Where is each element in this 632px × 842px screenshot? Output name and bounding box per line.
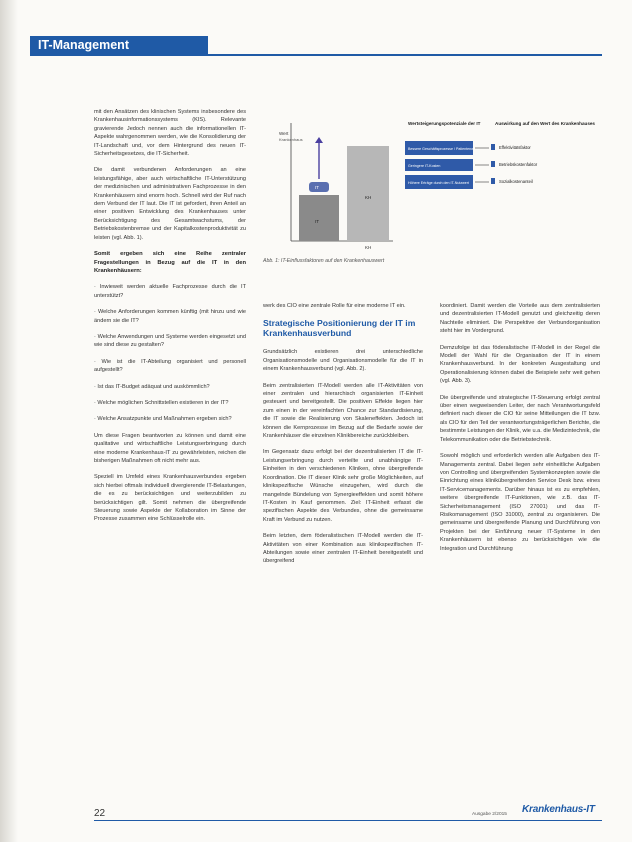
list-item: · Inwieweit werden aktuelle Fachprozesse durch die IT unterstützt?: [94, 284, 246, 299]
paragraph: Die damit verbundenen Anforderungen an eine leistungsfähige, aber auch wirtschaftliche IT-Unterstützung der medizinischen und administrativen Fachprozesse in den Krankenhäusern sind enorm hoch. Schnell wird der Ruf nach dem Verbund der IT laut. Die IT ist gefordert, ihren Anteil an einer positiven Entwicklung des Krankenhauses unter Berücksichtigung des Gesamtwachstums, der Betriebskostenbremse und der Kapitalkostenproduktivität zu leisten (vgl. Abb. 1).: [94, 167, 246, 241]
paragraph: Im Gegensatz dazu erfolgt bei der dezentralisierten IT die IT-Leistungserbringung durch verteilte und unabhängige IT-Einheiten in den verschiedenen Kliniken, ohne übergreifende Koordination. Die IT dieser Klinik sehr große Möglichkeiten, auf klinikspezifische Wünsche einzugehen, wird durch die mangelnde Bündelung von Synergieeffekten und somit höhere IT-Kosten in Kauf genommen. Ziel: IT-Einheit erfasst die spezifischen Aspekte des Verbundes, ohne die gemeinsame Kraft im Verbund zu nutzen.: [263, 449, 423, 523]
right-item: Effektivitätsfaktor: [499, 145, 531, 150]
question-list: [94, 283, 246, 423]
right-item: Betriebskostenfaktor: [499, 162, 538, 167]
paragraph: Beim zentralisierten IT-Modell werden alle IT-Aktivitäten von einer zentralen und hierarchisch organisierten IT-Einheit gesteuert und bereitgestellt. Die positiven Effekte liegen hier zum einen in der vereinfachten Chance zur Standardisierung, die IT sowie die Realisierung von Skaleneffekten. Jedoch ist können die Kernprozesse im Bezug auf die Bedarfe sowie der Krankenhäuser die einzelnen Klinikbereiche zurückbleiben.: [263, 382, 423, 440]
header-rule: [30, 54, 602, 56]
bar-small: [299, 195, 339, 241]
paragraph: Die übergreifende und strategische IT-Steuerung erfolgt zentral über einen wegweisenden Leiter, der nach Verantwortungsfeld definiert nach dieser die CIO für seine Mitteilungen die IT bzw. als CIO für den Teil der verantwortungsträgerlichen Berichte, die bestimmte Leistungen der Klinik, wie u.a. die Medizintechnik, die Telekommunikation oder die Betriebstechnik.: [440, 394, 600, 443]
list-item: · Welche Ansatzpunkte und Maßnahmen ergeben sich?: [94, 416, 232, 423]
right-item: Sozialkostenanteil: [499, 179, 533, 184]
paragraph: mit den Ansätzen des klinischen Systems insbesondere des Krankenhausinformationssystems (KIS). Relevante gravierende Jedoch nennen auch die informationellen IT-Aspekte wahrgenommen werden, wie die Konsolidierung der IT-Landschaft und, vor dem Hintergrund des neuen IT-Sicherheitsgesetzes, die IT-Sicherheit.: [94, 109, 246, 158]
mid-box-label: Bessere Geschäftsprozesse / Patientenwerte: [408, 147, 480, 151]
y-axis-label: Wert: [279, 131, 289, 136]
column-3: [440, 302, 600, 561]
paragraph: Speziell im Umfeld eines Krankenhausverbundes ergeben sich hierbei oftmals individuell divergierende IT-Belastungen, die es zu berücksichtigen und weiterzubilden zu berücksichtigen gilt. Somit nehmen die übergreifende Steuerung sowie Aspekte der Kollaboration im Sinne der Prozesse zusammen eine Schlüsselrolle ein.: [94, 474, 246, 523]
page-number: 22: [94, 808, 106, 819]
paragraph: werk des CIO eine zentrale Rolle für eine moderne IT ein.: [263, 303, 406, 309]
value-diagram: [263, 113, 601, 265]
list-item: · Welche möglichen Schnittstellen existieren in der IT?: [94, 399, 229, 406]
figure-1: [263, 113, 601, 265]
issue-label: Ausgabe 2/2015: [472, 812, 507, 817]
section-header: [30, 36, 208, 54]
column-1: [94, 108, 246, 532]
list-item: · Welche Anforderungen kommen künftig (mit hinzu und wie ändern sie die IT?: [94, 309, 246, 324]
bar-large-label: KH: [365, 195, 372, 200]
figure-caption: Abb. 1: IT-Einflussfaktoren auf den Krankenhauswert: [263, 258, 385, 264]
mid-box-label: Höhere Erträge durch den IT-Nutzwert: [408, 181, 469, 185]
list-item: · Welche Anwendungen und Systeme werden eingesetzt und wie sind diese zu gestalten?: [94, 333, 247, 349]
paragraph: koordiniert. Damit werden die Vorteile aus dem zentralisierten und dezentralisierten IT-Modell genutzt und gleichzeitig deren Nachteile eliminiert. Die Perspektive der Verbundorganisation steht hier im Vordergrund.: [440, 303, 600, 335]
lead-question: Somit ergeben sich eine Reihe zentraler Fragestellungen in Bezug auf die IT in den Krankenhäusern:: [94, 251, 246, 274]
x-axis-label: KH: [365, 245, 372, 250]
paragraph: Demzufolge ist das föderalistische IT-Modell in der Regel die Modell der Wahl für die Organisation der IT in einem Krankenhausverbund. In der konkreten Ausgestaltung und Operationalisierung können dabei die Beispiele sehr weit gehen (vgl. Abb. 3).: [440, 344, 600, 385]
paragraph: Sowohl möglich und erforderlich werden alle Aufgaben des IT-Managements zentral. Dabei liegen sehr einheitliche Aufgaben von Controlling und übergreifenden Systemkonzepten sowie die Einrichtung eines klinikübergreifenden Service Desk bzw. eines IT-Servicemanagements. Darüber hinaus ist es zu empfehlen, weitere übergreifende IT-Funktionen, wie z.B. das IT-Sicherheitsmanagement (ISO 27001) und das IT-Risikomanagement (ISO 31000), zentral zu organisieren. Die gemeinsame und übergreifende Planung und Durchführung von Projekten bei der Einführung neuer IT-Systeme in den Krankenhäusern ist ebenso zu berücksichtigen wie die Integration und Durchführung: [440, 453, 600, 552]
bar-small-label: IT: [315, 219, 319, 224]
list-item: · Wie ist die IT-Abteilung organisiert und personell aufgestellt?: [94, 358, 246, 374]
bar-large: [347, 146, 389, 241]
right-marker: [491, 144, 495, 150]
paragraph: Grundsätzlich existieren drei unterschiedliche Organisationsmodelle und Organisationsmodelle für die IT in einem Krankenhausverbund (vgl. Abb. 2).: [263, 349, 423, 373]
it-bubble: [309, 182, 329, 192]
magazine-logo: Krankenhaus-IT: [522, 804, 595, 815]
mid-box-label: Geringere IT-Kosten: [408, 164, 441, 168]
right-marker: [491, 161, 495, 167]
section-title: IT-Management: [38, 38, 129, 52]
footer-rule: [94, 820, 602, 821]
it-bubble-label: IT: [315, 185, 319, 190]
paragraph: Um diese Fragen beantworten zu können und damit eine qualitative und wirtschaftliche Leistungserbringung durch eine moderne Krankenhaus-IT zu gewährleisten, reichen die bisherigen Maßnahmen oft nicht mehr aus.: [94, 432, 246, 464]
paragraph: Beim letzten, dem föderalistischen IT-Modell werden die IT-Aktivitäten von einer Kombination aus klinikspezifischen IT-Abteilungen sowie einer zentralen IT-Einheit bereitgestellt und übergreifend: [263, 533, 423, 565]
y-axis-sublabel: Krankenhaus: [279, 137, 303, 142]
right-marker: [491, 178, 495, 184]
section-heading: Strategische Positionierung der IT im Krankenhausverbund: [263, 318, 416, 339]
right-heading: Auswirkung auf den Wert des Krankenhauses: [495, 121, 595, 126]
mid-heading: Wertsteigerungspotenziale der IT: [408, 121, 481, 126]
list-item: · Ist das IT-Budget adäquat und auskömmlich?: [94, 383, 210, 390]
arrow-head-icon: [315, 137, 323, 143]
page-gutter-shadow: [0, 0, 18, 842]
column-2: [263, 302, 423, 574]
